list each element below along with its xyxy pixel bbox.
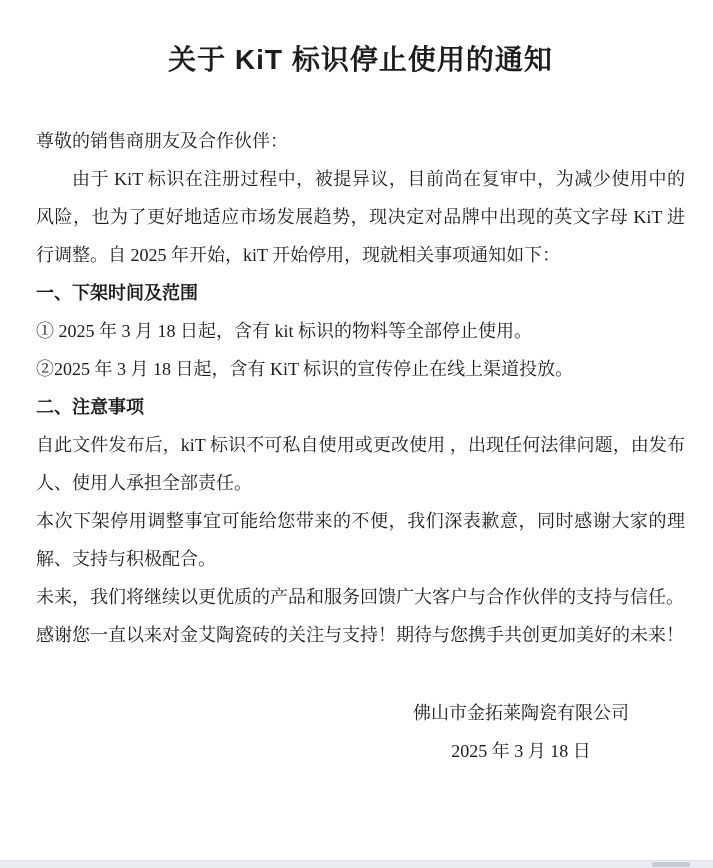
company-signature: 佛山市金拓莱陶瓷有限公司: [413, 703, 629, 723]
document-content: [36, 0, 685, 770]
section2-paragraph-2: 本次下架停用调整事宜可能给您带来的不便，我们深表歉意，同时感谢大家的理解、支持与积极配合。: [36, 511, 685, 569]
horizontal-scrollbar-thumb[interactable]: [652, 862, 690, 867]
horizontal-scrollbar[interactable]: [0, 860, 713, 868]
section1-heading: 一、下架时间及范围: [36, 283, 198, 303]
intro-paragraph: 由于 KiT 标识在注册过程中，被提异议，目前尚在复审中，为减少使用中的风险，也为了更好地适应市场发展趋势，现决定对品牌中出现的英文字母 KiT 进行调整。自 2025 年开始，kiT 开始停用，现就相关事项通知如下：: [36, 169, 685, 265]
document-title: 关于 KiT 标识停止使用的通知: [168, 44, 553, 75]
section1-item-2: ②2025 年 3 月 18 日起，含有 KiT 标识的宣传停止在线上渠道投放。: [36, 359, 574, 379]
section2-paragraph-1: 自此文件发布后，kiT 标识不可私自使用或更改使用 ，出现任何法律问题，由发布人、使用人承担全部责任。: [36, 435, 685, 493]
signature-block: [413, 694, 629, 770]
section2-heading: 二、注意事项: [36, 397, 144, 417]
signature-date: 2025 年 3 月 18 日: [451, 741, 591, 761]
section2-paragraph-3: 未来，我们将继续以更优质的产品和服务回馈广大客户与合作伙伴的支持与信任。: [36, 587, 684, 607]
section1-item-1: ① 2025 年 3 月 18 日起，含有 kit 标识的物料等全部停止使用。: [36, 321, 532, 341]
salutation-line: 尊敬的销售商朋友及合作伙伴：: [36, 131, 288, 151]
section2-paragraph-4: 感谢您一直以来对金艾陶瓷砖的关注与支持！期待与您携手共创更加美好的未来！: [36, 625, 684, 645]
